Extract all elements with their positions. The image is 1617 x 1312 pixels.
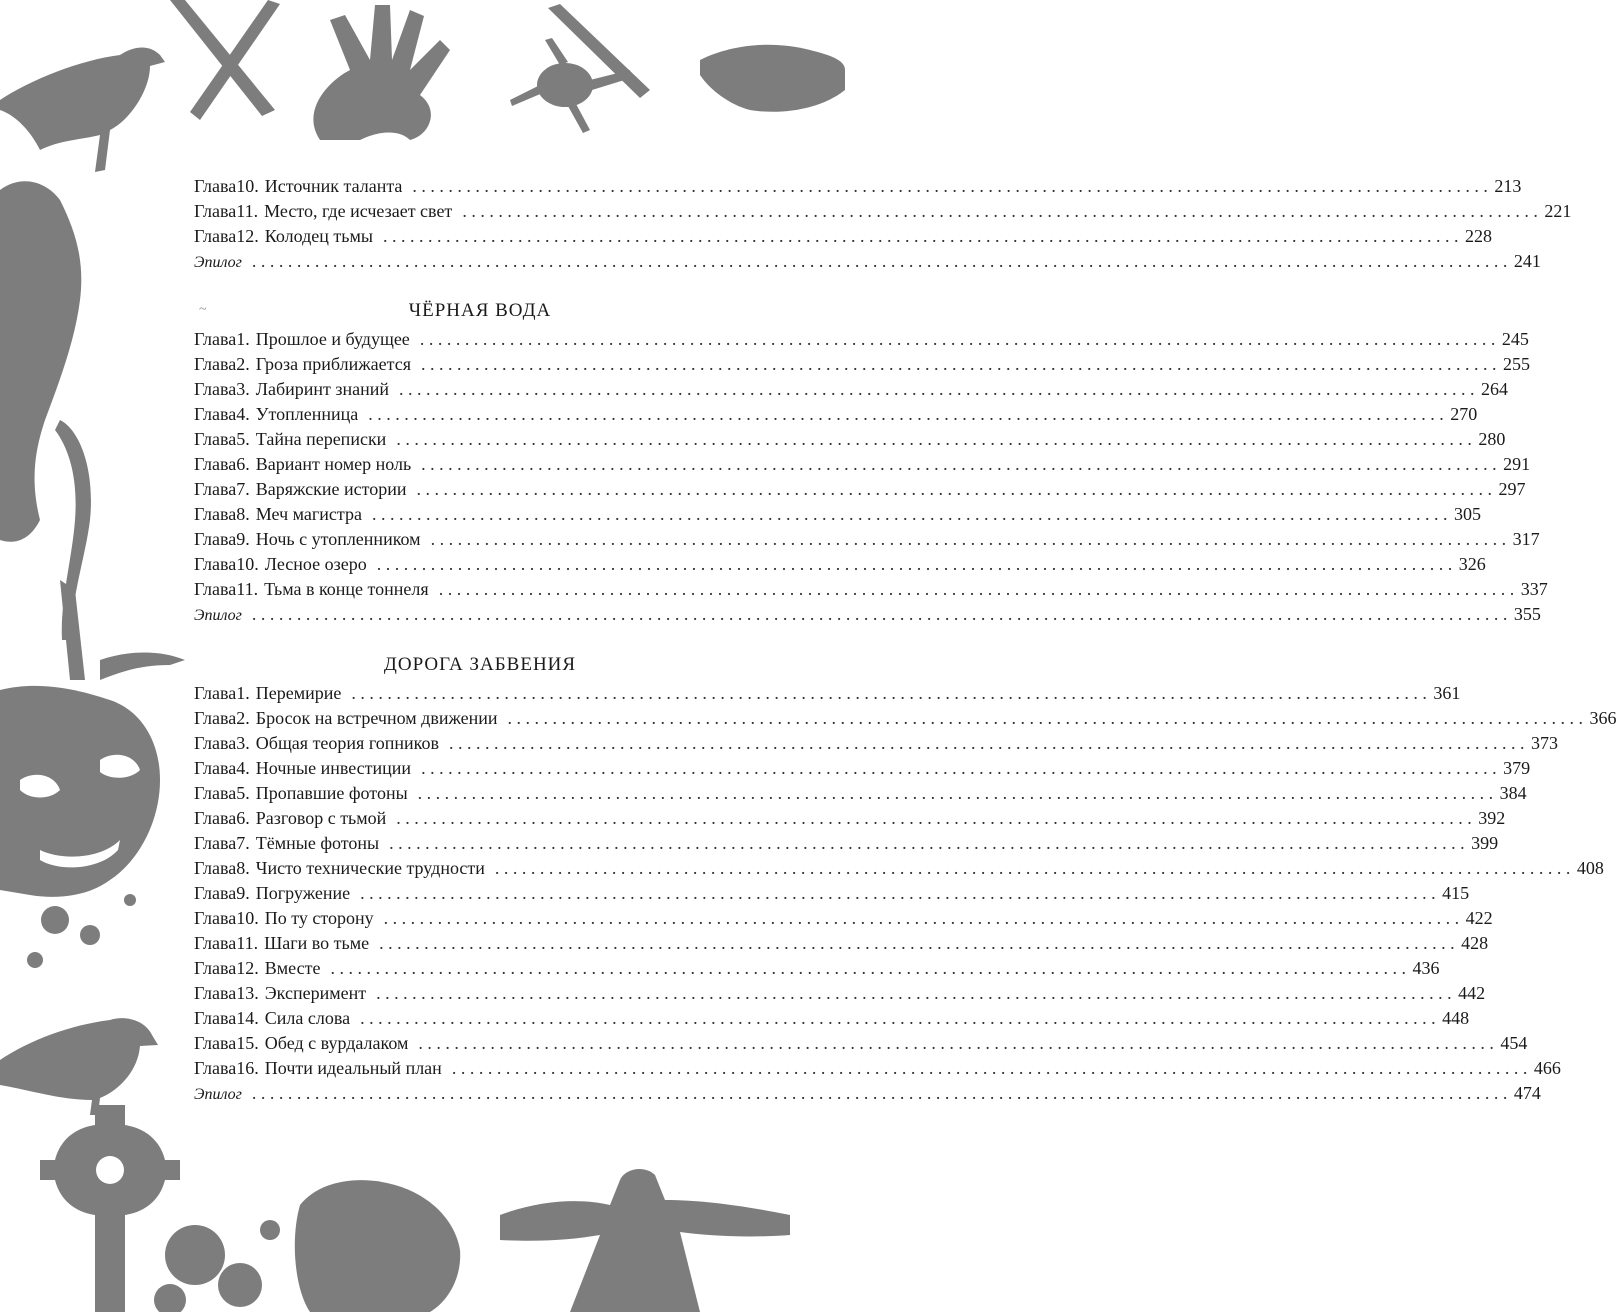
dot-leader: ........................................................................................................................ [383, 908, 1464, 928]
dot-leader: ........................................................................................................................ [421, 454, 1502, 474]
chapter-title: Разговор с тьмой [255, 808, 387, 828]
dot-leader: ........................................................................................................................ [351, 683, 1432, 703]
page-number: 228 [1464, 226, 1492, 246]
chapter-title: Тьма в конце тоннеля [264, 579, 429, 599]
page-number: 415 [1442, 883, 1470, 903]
page-number: 466 [1533, 1058, 1561, 1078]
page-number: 373 [1531, 733, 1558, 753]
page-number: 337 [1520, 579, 1548, 599]
chapter-number: 7. [236, 833, 250, 853]
chapter-title: Меч магистра [255, 504, 362, 524]
chapter-label: Глава [194, 683, 237, 703]
page-number: 392 [1478, 808, 1506, 828]
chapter-label: Глава [194, 479, 237, 499]
toc-entry [194, 477, 1526, 502]
dot-leader: ........................................................................................................................ [379, 933, 1460, 953]
toc-section-doroga-zabveniya [194, 652, 1617, 1106]
toc-entry [194, 352, 1531, 377]
dot-leader: ............................................................................................................................................ [251, 1083, 1512, 1103]
chapter-number: 2. [236, 708, 250, 728]
chapter-number: 14. [236, 1008, 259, 1028]
chapter-title: Колодец тьмы [264, 226, 373, 246]
dot-leader: ........................................................................................................................ [371, 504, 1452, 524]
chapter-label: Глава [194, 808, 237, 828]
toc-entry [194, 199, 1572, 224]
toc-entry [194, 1056, 1561, 1081]
dot-leader: ........................................................................................................................ [360, 883, 1441, 903]
chapter-label: Глава [194, 379, 237, 399]
chapter-label: Глава [194, 579, 237, 599]
page-number: 221 [1544, 201, 1572, 221]
toc-entry [194, 402, 1478, 427]
chapter-number: 8. [236, 504, 250, 524]
dot-leader: ........................................................................................................................ [330, 958, 1411, 978]
toc-entry [194, 681, 1461, 706]
skull-icon [295, 1180, 460, 1312]
chapter-number: 4. [236, 758, 250, 778]
chapter-number: 16. [236, 1058, 259, 1078]
chapter-title: Эксперимент [264, 983, 367, 1003]
chapter-title: Почти идеальный план [264, 1058, 442, 1078]
dot-leader: ........................................................................................................................ [382, 226, 1463, 246]
chapter-label: Глава [194, 1033, 237, 1053]
chapter-number: 2. [236, 354, 250, 374]
chapter-number: 5. [236, 429, 250, 449]
chapter-label: Глава [194, 429, 237, 449]
chapter-number: 10. [236, 554, 259, 574]
page-number: 270 [1450, 404, 1478, 424]
dot-leader: ........................................................................................................................ [368, 404, 1449, 424]
page-number: 213 [1494, 176, 1522, 196]
chapter-title: Пропавшие фотоны [255, 783, 408, 803]
page-number: 366 [1589, 708, 1617, 728]
page-number: 384 [1499, 783, 1527, 803]
chapter-number: 11. [236, 579, 259, 599]
chapter-label: Глава [194, 1008, 237, 1028]
toc-entry [194, 552, 1486, 577]
toc-entry [194, 377, 1509, 402]
chapter-title: Погружение [255, 883, 351, 903]
chapter-title: Лесное озеро [264, 554, 367, 574]
chapter-number: 15. [236, 1033, 259, 1053]
section-title: ДОРОГА ЗАБВЕНИЯ [383, 654, 577, 675]
toc-section-cherna-voda [194, 298, 1548, 627]
chapter-title: Тайна переписки [255, 429, 387, 449]
toc-entry [194, 931, 1489, 956]
toc-entry [194, 806, 1506, 831]
dot-leader: ........................................................................................................................ [507, 708, 1588, 728]
chapter-number: 13. [236, 983, 259, 1003]
chapter-number: 1. [236, 329, 250, 349]
page-number: 297 [1498, 479, 1526, 499]
chapter-label: Глава [194, 933, 237, 953]
chapter-label: Глава [194, 329, 237, 349]
chapter-number: 9. [236, 883, 250, 903]
chapter-title: Варяжские истории [255, 479, 407, 499]
chapter-number: 11. [236, 933, 259, 953]
dot-leader: ........................................................................................................................ [462, 201, 1543, 221]
page-number: 355 [1513, 604, 1541, 624]
chapter-number: 1. [236, 683, 250, 703]
chapter-label: Глава [194, 908, 237, 928]
decorative-tilde-icon: ~ [199, 302, 207, 317]
toc-entry [194, 831, 1499, 856]
chapter-label: Глава [194, 504, 237, 524]
chapter-title: Обед с вурдалаком [264, 1033, 409, 1053]
toc-entry [194, 731, 1558, 756]
chapter-title: Лабиринт знаний [255, 379, 390, 399]
smoke-shape [0, 181, 81, 542]
page-number: 474 [1513, 1083, 1541, 1103]
toc-entry [194, 906, 1493, 931]
page-number: 442 [1458, 983, 1486, 1003]
dot-leader: ........................................................................................................................ [449, 733, 1529, 753]
page-number: 264 [1481, 379, 1509, 399]
chapter-label: Глава [194, 201, 237, 221]
chapter-title: По ту сторону [264, 908, 374, 928]
chapter-label: Глава [194, 983, 237, 1003]
toc-entry [194, 756, 1531, 781]
page-number: 436 [1412, 958, 1440, 978]
toc-section-1 [194, 174, 1572, 274]
chapter-number: 5. [236, 783, 250, 803]
chapter-label: Глава [194, 733, 237, 753]
toc-entry [194, 502, 1481, 527]
dot-leader: ........................................................................................................................ [376, 554, 1457, 574]
chapter-number: 9. [236, 529, 250, 549]
toc-entry [194, 427, 1506, 452]
page-number: 241 [1513, 251, 1541, 271]
chapter-number: 6. [236, 808, 250, 828]
chapter-label: Глава [194, 454, 237, 474]
toc-entry [194, 577, 1548, 602]
celtic-cross-icon [40, 1105, 180, 1312]
chapter-label: Глава [194, 1058, 237, 1078]
dot-leader: ........................................................................................................................ [419, 329, 1500, 349]
page-number: 317 [1512, 529, 1540, 549]
chapter-number: 12. [236, 958, 259, 978]
dot-leader: ........................................................................................................................ [430, 529, 1511, 549]
toc-entry [194, 781, 1527, 806]
dot-leader: ........................................................................................................................ [396, 429, 1477, 449]
lips-icon [700, 45, 845, 112]
page-number: 280 [1478, 429, 1506, 449]
chapter-number: 11. [236, 201, 259, 221]
epilog-label: Эпилог [194, 254, 242, 271]
page-number: 291 [1503, 454, 1531, 474]
chapter-title: Ночь с утопленником [255, 529, 421, 549]
dot-leader: ........................................................................................................................ [360, 1008, 1441, 1028]
toc-entry-epilog [194, 1081, 1541, 1106]
epilog-label: Эпилог [194, 607, 242, 624]
chapter-label: Глава [194, 226, 237, 246]
toc-entry-epilog [194, 602, 1541, 627]
chapter-label: Глава [194, 833, 237, 853]
chapter-title: Гроза приближается [255, 354, 412, 374]
page-number: 428 [1461, 933, 1489, 953]
chapter-label: Глава [194, 858, 237, 878]
page-number: 454 [1500, 1033, 1528, 1053]
chapter-title: Ночные инвестиции [255, 758, 412, 778]
chapter-number: 12. [236, 226, 259, 246]
dot-leader: ............................................................................................................................................ [251, 604, 1512, 624]
scarecrow-icon [500, 1169, 790, 1312]
dot-leader: ............................................................................................................................................ [251, 251, 1512, 271]
dot-leader: ........................................................................................................................ [417, 783, 1498, 803]
chapter-number: 8. [236, 858, 250, 878]
chapter-title: Прошлое и будущее [255, 329, 410, 349]
dot-leader: ........................................................................................................................ [389, 833, 1470, 853]
dot-leader: ........................................................................................................................ [412, 176, 1493, 196]
chapter-title: Утопленница [255, 404, 359, 424]
dot-leader: ........................................................................................................................ [418, 1033, 1499, 1053]
page-number: 305 [1453, 504, 1481, 524]
page-number: 245 [1501, 329, 1529, 349]
chapter-number: 4. [236, 404, 250, 424]
spider-icon [537, 63, 593, 107]
chapter-label: Глава [194, 783, 237, 803]
dot-leader: ........................................................................................................................ [494, 858, 1575, 878]
chapter-title: Шаги во тьме [264, 933, 370, 953]
raven-icon [0, 48, 165, 173]
toc-entry [194, 856, 1604, 881]
page-number: 408 [1576, 858, 1604, 878]
hand-icon [313, 5, 450, 140]
page-number: 326 [1458, 554, 1486, 574]
toc-entry [194, 452, 1531, 477]
chapter-title: Источник таланта [264, 176, 403, 196]
page-number: 255 [1503, 354, 1531, 374]
chapter-title: Тёмные фотоны [255, 833, 380, 853]
toc-entry [194, 327, 1529, 352]
chapter-number: 3. [236, 379, 250, 399]
chapter-label: Глава [194, 554, 237, 574]
dot-leader: ........................................................................................................................ [399, 379, 1480, 399]
chapter-number: 3. [236, 733, 250, 753]
chapter-number: 7. [236, 479, 250, 499]
chapter-title: Место, где исчезает свет [264, 201, 453, 221]
chapter-label: Глава [194, 176, 237, 196]
chapter-label: Глава [194, 354, 237, 374]
dot-leader: ........................................................................................................................ [396, 808, 1477, 828]
chapter-label: Глава [194, 529, 237, 549]
section-title: ЧЁРНАЯ ВОДА [408, 300, 552, 321]
toc-entry [194, 1031, 1528, 1056]
toc-entry [194, 527, 1540, 552]
dot-leader: ........................................................................................................................ [438, 579, 1519, 599]
dot-leader: ........................................................................................................................ [421, 354, 1502, 374]
toc-entry [194, 956, 1440, 981]
toc-entry [194, 174, 1522, 199]
chapter-number: 10. [236, 176, 259, 196]
dot-leader: ........................................................................................................................ [416, 479, 1497, 499]
epilog-label: Эпилог [194, 1086, 242, 1103]
toc-entry [194, 224, 1492, 249]
dot-leader: ........................................................................................................................ [451, 1058, 1532, 1078]
page-number: 361 [1433, 683, 1461, 703]
chapter-title: Сила слова [264, 1008, 351, 1028]
toc-entry-epilog [194, 249, 1541, 274]
chapter-label: Глава [194, 708, 237, 728]
chapter-label: Глава [194, 958, 237, 978]
toc-entry [194, 981, 1486, 1006]
chapter-title: Перемирие [255, 683, 342, 703]
toc-entry [194, 706, 1617, 731]
chapter-number: 6. [236, 454, 250, 474]
dot-leader: ........................................................................................................................ [376, 983, 1457, 1003]
page-number: 399 [1471, 833, 1499, 853]
chapter-title: Вместе [264, 958, 321, 978]
toc-entry [194, 1006, 1470, 1031]
page-number: 422 [1465, 908, 1493, 928]
chapter-label: Глава [194, 883, 237, 903]
chapter-title: Общая теория гопников [255, 733, 439, 753]
page-number: 379 [1503, 758, 1531, 778]
chapter-title: Чисто технические трудности [255, 858, 485, 878]
page-number: 448 [1442, 1008, 1470, 1028]
raven-icon [0, 1018, 158, 1115]
chapter-number: 10. [236, 908, 259, 928]
dot-leader: ........................................................................................................................ [421, 758, 1502, 778]
chapter-title: Вариант номер ноль [255, 454, 412, 474]
chapter-title: Бросок на встречном движении [255, 708, 498, 728]
toc-entry [194, 881, 1470, 906]
chapter-label: Глава [194, 758, 237, 778]
chapter-label: Глава [194, 404, 237, 424]
